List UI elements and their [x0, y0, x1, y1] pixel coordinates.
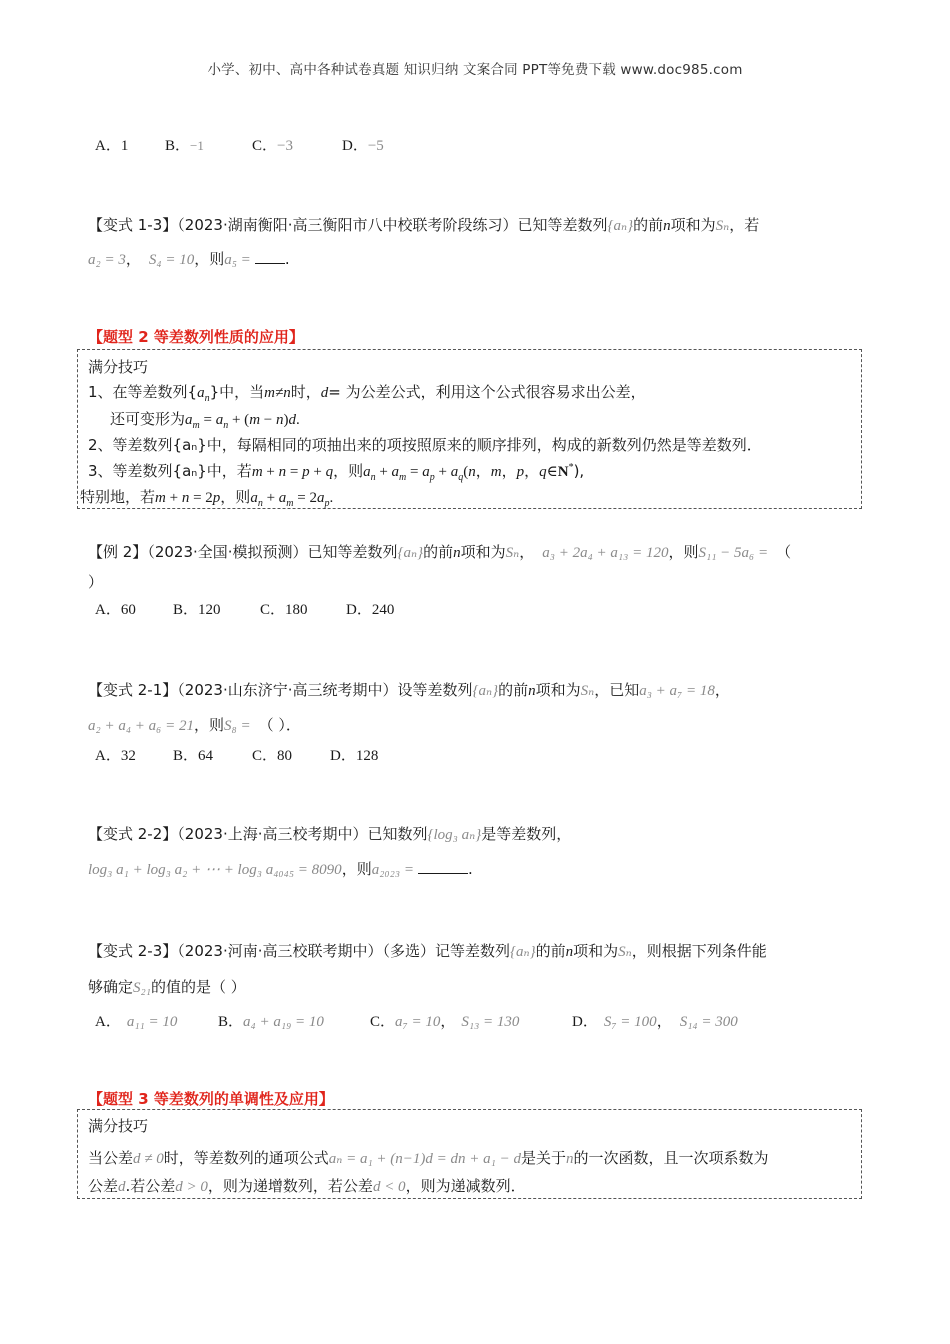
section-title-type3: 【题型 3 等差数列的单调性及应用】 [88, 1090, 334, 1108]
text: ，则为递减数列． [405, 1177, 526, 1195]
text: }中，当 [209, 383, 265, 401]
math-cond2: a₂ + a₄ + a₆ = 21 [88, 718, 195, 734]
paren: （ ）． [258, 716, 301, 734]
example-tag: 【例 2】 [88, 543, 148, 561]
math: a₇ = 10 [395, 1014, 441, 1030]
example-2-line1 [88, 541, 791, 562]
math: $a_m = a_n + (m - n)d$. [185, 412, 300, 431]
math-ask: S₁₁ − 5a₆ = [698, 545, 769, 561]
math: S₇ = 100 [603, 1014, 657, 1030]
option-label: B． [218, 1014, 244, 1030]
variant-2-1-option-d: D．128 [330, 748, 379, 764]
text: 的前 [535, 942, 566, 960]
paren: （ [776, 543, 792, 561]
tips-line2 [88, 1175, 526, 1196]
text: 1、在等差数列{ [88, 383, 198, 401]
math: S₁₃ = 130 [461, 1014, 520, 1030]
text: 的前 [498, 681, 529, 699]
text: ，则 [194, 250, 225, 268]
page-header: 小学、初中、高中各种试卷真题 知识归纳 文案合同 PPT等免费下载 www.doc985.com [207, 62, 743, 78]
math-sn: Sₙ [618, 944, 632, 960]
math: $a_n$ [197, 385, 210, 404]
text: 还可变形为 [110, 410, 186, 428]
math-sn: Sₙ [715, 218, 730, 234]
variant-2-3-line1 [88, 940, 767, 961]
variant-2-1-option-a: A．32 [95, 748, 136, 764]
tips-line3: 2、等差数列{aₙ}中，每隔相同的项抽出来的项按照原来的顺序排列，构成的新数列仍然是等差数列． [88, 436, 762, 454]
text: 时， [290, 383, 321, 401]
text: ，若 [729, 216, 760, 234]
text: 当公差 [88, 1149, 134, 1167]
text: . [467, 860, 473, 878]
text: ), [573, 462, 585, 480]
option-label: C． [370, 1014, 396, 1030]
variant-2-3-option-a [95, 1010, 177, 1031]
option-b [165, 134, 204, 155]
tips-heading: 满分技巧 [88, 358, 149, 376]
math: m + n = 2p [155, 490, 221, 506]
variant-2-3-option-b [218, 1010, 324, 1031]
math: aₙ = a₁ + (n−1)d = dn + a₁ − d [328, 1151, 521, 1167]
math: $a_n + a_m = 2a_p$. [250, 490, 334, 509]
variant-2-1-option-b: B．64 [173, 748, 214, 764]
question-source: （2023·山东济宁·高三统考期中）设等差数列 [177, 681, 473, 699]
option-a: A．1 [95, 138, 129, 154]
math-seq: {log₃ aₙ} [427, 827, 482, 843]
variant-1-3-line1 [88, 214, 759, 235]
math: S₁₄ = 300 [679, 1014, 738, 1030]
math: m + n = p + q [251, 464, 334, 480]
text: ， [125, 250, 141, 268]
text: . [284, 250, 290, 268]
math: d ≠ 0 [133, 1151, 164, 1167]
text: 项和为 [670, 216, 716, 234]
math: d [320, 385, 329, 401]
variant-2-2-line1 [88, 823, 571, 844]
option-label: A． [95, 1014, 121, 1030]
text: 是关于 [521, 1149, 567, 1167]
math-s21: S₂₁ [133, 980, 151, 996]
tips-line4 [88, 460, 584, 483]
math-n: n [565, 944, 574, 960]
option-b-value: −1 [190, 138, 204, 153]
variant-2-3-option-d [572, 1010, 738, 1031]
question-source: （2023·湖南衡阳·高三衡阳市八中校联考阶段练习）已知等差数列 [177, 216, 608, 234]
tips-line1 [88, 381, 646, 404]
variant-2-1-line2 [88, 714, 301, 735]
math-seq: {aₙ} [472, 683, 499, 699]
question-source: （2023·河南·高三校联考期中）（多选）记等差数列 [177, 942, 510, 960]
text: 是等差数列， [481, 825, 572, 843]
variant-2-1-option-c: C．80 [252, 748, 293, 764]
math: a₁₁ = 10 [126, 1014, 178, 1030]
text: 项和为 [535, 681, 581, 699]
text: 特别地，若 [80, 488, 156, 506]
text: ，则根据下列条件能 [631, 942, 767, 960]
text: 的前 [423, 543, 454, 561]
option-d-label: D． [342, 138, 368, 154]
math: d < 0 [372, 1179, 406, 1195]
example-2-option-b: B．120 [173, 602, 221, 618]
text: 3、等差数列{aₙ}中，若 [88, 462, 252, 480]
example-2-option-c: C．180 [260, 602, 308, 618]
math-cond1: a₃ + a₇ = 18 [639, 683, 715, 699]
option-d [342, 134, 384, 155]
text: ， [714, 681, 730, 699]
math: a₄ + a₁₉ = 10 [243, 1014, 324, 1030]
variant-tag: 【变式 2-1】 [88, 681, 178, 699]
question-source: （2023·全国·模拟预测）已知等差数列 [147, 543, 398, 561]
variant-tag: 【变式 2-2】 [88, 825, 178, 843]
math-cond2: S₄ = 10 [148, 252, 195, 268]
variant-tag: 【变式 1-3】 [88, 216, 178, 234]
variant-2-3-line2 [88, 976, 246, 997]
text: ，则 [668, 543, 699, 561]
text: = 为公差公式，利用这个公式很容易求出公差， [328, 383, 646, 401]
math: n [566, 1151, 574, 1167]
tips-line2 [110, 408, 300, 431]
math-cond: log₃ a₁ + log₃ a₂ + ⋯ + log₃ a₄₀₄₅ = 8090 [88, 862, 342, 878]
text: ，则 [220, 488, 251, 506]
tips-line1 [88, 1147, 769, 1168]
math-sn: Sₙ [505, 545, 520, 561]
math-ask: a₅ = [224, 252, 251, 268]
text: ，则 [333, 462, 364, 480]
math-cond1: a₂ = 3 [88, 252, 126, 268]
math-cond: a₃ + 2a₄ + a₁₃ = 120 [542, 545, 669, 561]
question-source: （2023·上海·高三校考期中）已知数列 [177, 825, 428, 843]
variant-2-1-line1 [88, 679, 730, 700]
text: ，则 [194, 716, 225, 734]
math-seq: {aₙ} [397, 545, 424, 561]
text: 的值的是（ ） [150, 978, 246, 996]
math-n: n [663, 218, 671, 234]
math-sn: Sₙ [580, 683, 595, 699]
variant-2-2-line2 [88, 858, 473, 879]
text: ， [440, 1014, 456, 1030]
text: 的一次函数，且一次项系数为 [573, 1149, 769, 1167]
example-2-option-a: A．60 [95, 602, 136, 618]
option-c-label: C． [252, 138, 278, 154]
tips-line5 [80, 486, 333, 509]
text: ， [656, 1014, 672, 1030]
math: m≠n [264, 385, 291, 401]
math-ask: a₂₀₂₃ = [371, 862, 414, 878]
text: 时，等差数列的通项公式 [163, 1149, 329, 1167]
variant-tag: 【变式 2-3】 [88, 942, 178, 960]
variant-2-3-option-c [370, 1010, 519, 1031]
text: ，已知 [594, 681, 640, 699]
example-2-line2: ） [88, 573, 104, 591]
math-seq: {aₙ} [607, 218, 634, 234]
option-b-label: B． [165, 138, 191, 154]
text: ，则为递增数列，若公差 [207, 1177, 373, 1195]
text: ， [519, 543, 535, 561]
text: 公差 [88, 1177, 119, 1195]
math-ask: S₈ = [224, 718, 251, 734]
text: .若公差 [125, 1177, 176, 1195]
text: 够确定 [88, 978, 134, 996]
tips-heading: 满分技巧 [88, 1117, 149, 1135]
math: $a_n + a_m = a_p + a_q(n$，m，p，q∈N* [363, 462, 574, 483]
option-c-value: −3 [277, 138, 293, 154]
answer-blank[interactable] [255, 249, 285, 264]
math-seq: {aₙ} [510, 944, 536, 960]
section-title-type2: 【题型 2 等差数列性质的应用】 [88, 328, 304, 346]
text: ，则 [341, 860, 372, 878]
math-n: n [528, 683, 536, 699]
text: 项和为 [573, 942, 619, 960]
answer-blank[interactable] [418, 859, 468, 874]
variant-1-3-line2 [88, 248, 290, 269]
option-d-value: −5 [367, 138, 384, 154]
option-label: D． [572, 1014, 598, 1030]
text: 项和为 [460, 543, 506, 561]
math-n: n [453, 545, 461, 561]
math: d [118, 1179, 126, 1195]
text: 的前 [633, 216, 664, 234]
math: d > 0 [175, 1179, 208, 1195]
option-c [252, 134, 293, 155]
example-2-option-d: D．240 [346, 602, 395, 618]
